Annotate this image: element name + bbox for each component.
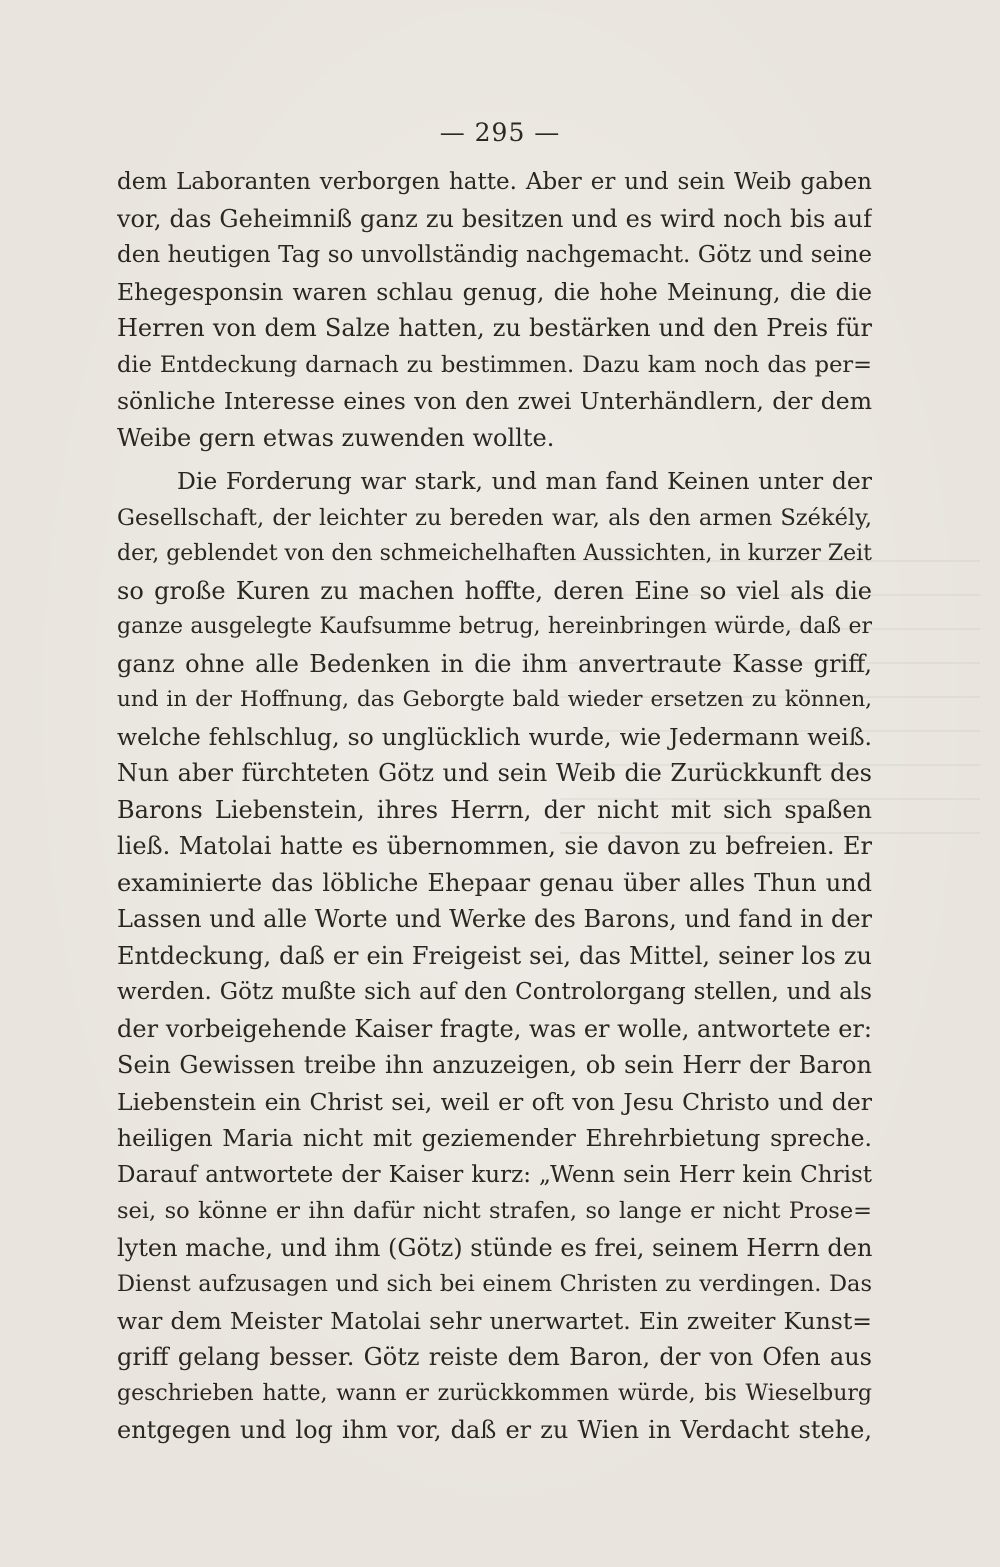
text-line: Lassen und alle Worte und Werke des Barons, und fand in der	[117, 905, 872, 933]
text-line: war dem Meister Matolai sehr unerwartet. Ein zweiter Kunst=	[117, 1306, 872, 1335]
text-line: Darauf antwortete der Kaiser kurz: „Wenn sein Herr kein Christ	[117, 1161, 872, 1188]
text-line: ganz ohne alle Bedenken in die ihm anvertraute Kasse griff,	[117, 649, 872, 678]
text-line: lyten mache, und ihm (Götz) stünde es frei, seinem Herrn den	[117, 1233, 872, 1262]
text-line: Die Forderung war stark, und man fand Keinen unter der	[177, 467, 872, 495]
text-line: sei, so könne er ihn dafür nicht strafen, so lange er nicht Prose=	[117, 1198, 872, 1224]
text-line: Herren von dem Salze hatten, zu bestärken und den Preis für	[117, 314, 872, 342]
text-line: welche fehlschlug, so unglücklich wurde, wie Jedermann weiß.	[117, 722, 872, 751]
text-line: vor, das Geheimniß ganz zu besitzen und es wird noch bis auf	[117, 204, 872, 233]
text-line: examinierte das löbliche Ehepaar genau über alles Thun und	[117, 868, 872, 897]
text-line: und in der Hoffnung, das Geborgte bald wieder ersetzen zu können,	[117, 687, 872, 712]
text-line: heiligen Maria nicht mit geziemender Ehrehrbietung spreche.	[117, 1124, 872, 1152]
text-line: werden. Götz mußte sich auf den Controlorgang stellen, und als	[117, 979, 872, 1005]
text-line: Liebenstein ein Christ sei, weil er oft von Jesu Christo und der	[117, 1087, 872, 1116]
text-line: der, geblendet von den schmeichelhaften Aussichten, in kurzer Zeit	[117, 541, 872, 566]
text-line: griff gelang besser. Götz reiste dem Baron, der von Ofen aus	[117, 1343, 872, 1371]
text-line: entgegen und log ihm vor, daß er zu Wien in Verdacht stehe,	[117, 1416, 872, 1444]
body-text	[117, 164, 872, 1449]
text-line: geschrieben hatte, wann er zurückkommen würde, bis Wieselburg	[117, 1380, 872, 1406]
text-line: ließ. Matolai hatte es übernommen, sie davon zu befreien. Er	[117, 832, 872, 860]
text-line: ganze ausgelegte Kaufsumme betrug, hereinbringen würde, daß er	[117, 614, 872, 639]
text-line: sönliche Interesse eines von den zwei Unterhändlern, der dem	[117, 387, 872, 415]
text-line: den heutigen Tag so unvollständig nachgemacht. Götz und seine	[117, 242, 872, 268]
text-line: der vorbeigehende Kaiser fragte, was er wolle, antwortete er:	[117, 1014, 872, 1043]
text-line: Ehegesponsin waren schlau genug, die hohe Meinung, die die	[117, 277, 872, 306]
text-line: die Entdeckung darnach zu bestimmen. Dazu kam noch das per=	[117, 351, 872, 378]
text-line: so große Kuren zu machen hoffte, deren Eine so viel als die	[117, 576, 872, 605]
text-line: Sein Gewissen treibe ihn anzuzeigen, ob sein Herr der Baron	[117, 1051, 872, 1079]
text-line: Dienst aufzusagen und sich bei einem Christen zu verdingen. Das	[117, 1271, 872, 1297]
text-line: Weibe gern etwas zuwenden wollte.	[117, 423, 555, 452]
page-number: — 295 —	[439, 118, 561, 147]
text-line: Nun aber fürchteten Götz und sein Weib die Zurückkunft des	[117, 759, 872, 787]
text-line: dem Laboranten verborgen hatte. Aber er und sein Weib gaben	[117, 169, 872, 195]
text-line: Barons Liebenstein, ihres Herrn, der nicht mit sich spaßen	[117, 795, 872, 824]
text-line: Gesellschaft, der leichter zu bereden war, als den armen Székély,	[117, 504, 872, 531]
text-line: Entdeckung, daß er ein Freigeist sei, das Mittel, seiner los zu	[117, 941, 872, 970]
